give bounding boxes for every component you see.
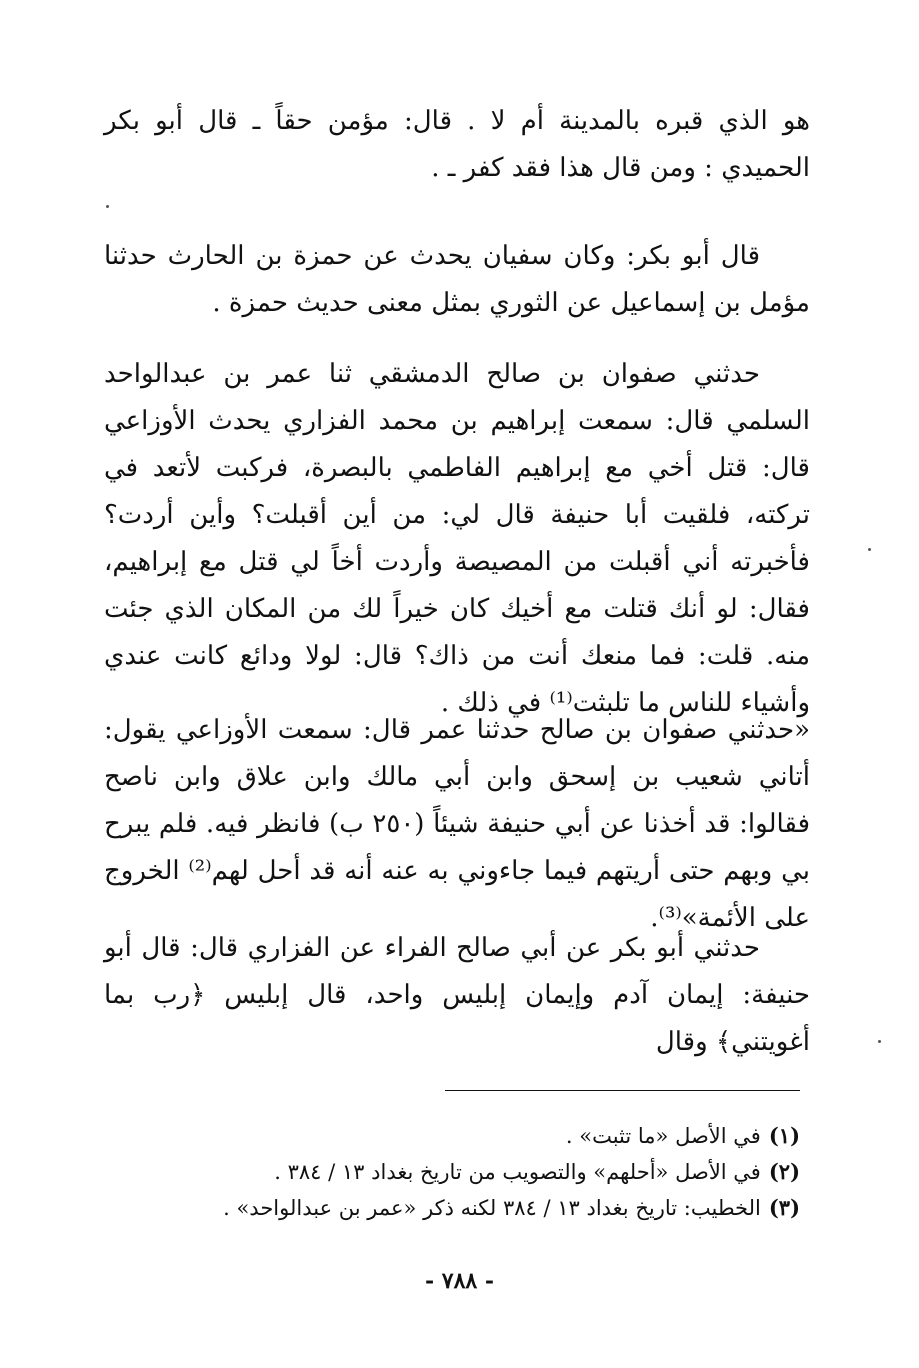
footnote-1 xyxy=(104,1118,800,1154)
paragraph-2: قال أبو بكر: وكان سفيان يحدث عن حمزة بن الحارث حدثنا مؤمل بن إسماعيل عن الثوري بمثل معنى حديث حمزة . xyxy=(104,241,810,318)
footnote-2 xyxy=(104,1154,800,1190)
paragraph-5: حدثني أبو بكر عن أبي صالح الفراء عن الفزاري قال: قال أبو حنيفة: إيمان آدم وإيمان إبليس واحد، قال إبليس ﴿رب بما أغويتني﴾ وقال xyxy=(104,933,810,1057)
scan-speck xyxy=(868,548,871,551)
paragraph-4: «حدثني صفوان بن صالح حدثنا عمر قال: سمعت الأوزاعي يقول: أتاني شعيب بن إسحق وابن أبي مالك وابن علاق وابن ناصح فقالوا: قد أخذنا عن أبي حنيفة شيئاً (٢٥٠ ب) فانظر فيه. فلم يبرح بي وبهم حتى أريتهم فيما جاءوني به عنه أنه قد أحل لهم⁽²⁾ الخروج على الأئمة»⁽³⁾. xyxy=(104,715,810,933)
footnote-number: (٢) xyxy=(768,1159,800,1184)
footnote-3 xyxy=(104,1190,800,1226)
footnote-text: في الأصل «أحلهم» والتصويب من تاريخ بغداد ١٣ / ٣٨٤ . xyxy=(274,1160,761,1184)
paragraph-1: هو الذي قبره بالمدينة أم لا . قال: مؤمن حقاً ـ قال أبو بكر الحميدي : ومن قال هذا فقد كفر ـ . xyxy=(104,106,810,183)
paragraph-3: حدثني صفوان بن صالح الدمشقي ثنا عمر بن عبدالواحد السلمي قال: سمعت إبراهيم بن محمد الفزاري يحدث الأوزاعي قال: قتل أخي مع إبراهيم الفاطمي بالبصرة، فركبت لأتعد في تركته، فلقيت أبا حنيفة قال لي: من أين أقبلت؟ وأين أردت؟ فأخبرته أني أقبلت من المصيصة وأردت أخاً لي قتل مع إبراهيم، فقال: لو أنك قتلت مع أخيك كان خيراً لك من المكان الذي جئت منه. قلت: فما منعك أنت من ذاك؟ قال: لولا ودائع كانت عندي وأشياء للناس ما تلبثت⁽¹⁾ في ذلك . xyxy=(104,359,810,718)
footnote-text: الخطيب: تاريخ بغداد ١٣ / ٣٨٤ لكنه ذكر «عمر بن عبدالواحد» . xyxy=(223,1196,761,1220)
scan-speck xyxy=(878,1040,881,1043)
footnote-text: في الأصل «ما تثبت» . xyxy=(565,1124,761,1148)
footnote-separator xyxy=(445,1090,800,1091)
footnote-number: (١) xyxy=(768,1123,800,1148)
scan-speck xyxy=(106,205,109,208)
footnote-number: (٣) xyxy=(768,1195,800,1220)
footnotes xyxy=(104,1118,800,1226)
page-number: - ٧٨٨ - xyxy=(424,1268,495,1294)
